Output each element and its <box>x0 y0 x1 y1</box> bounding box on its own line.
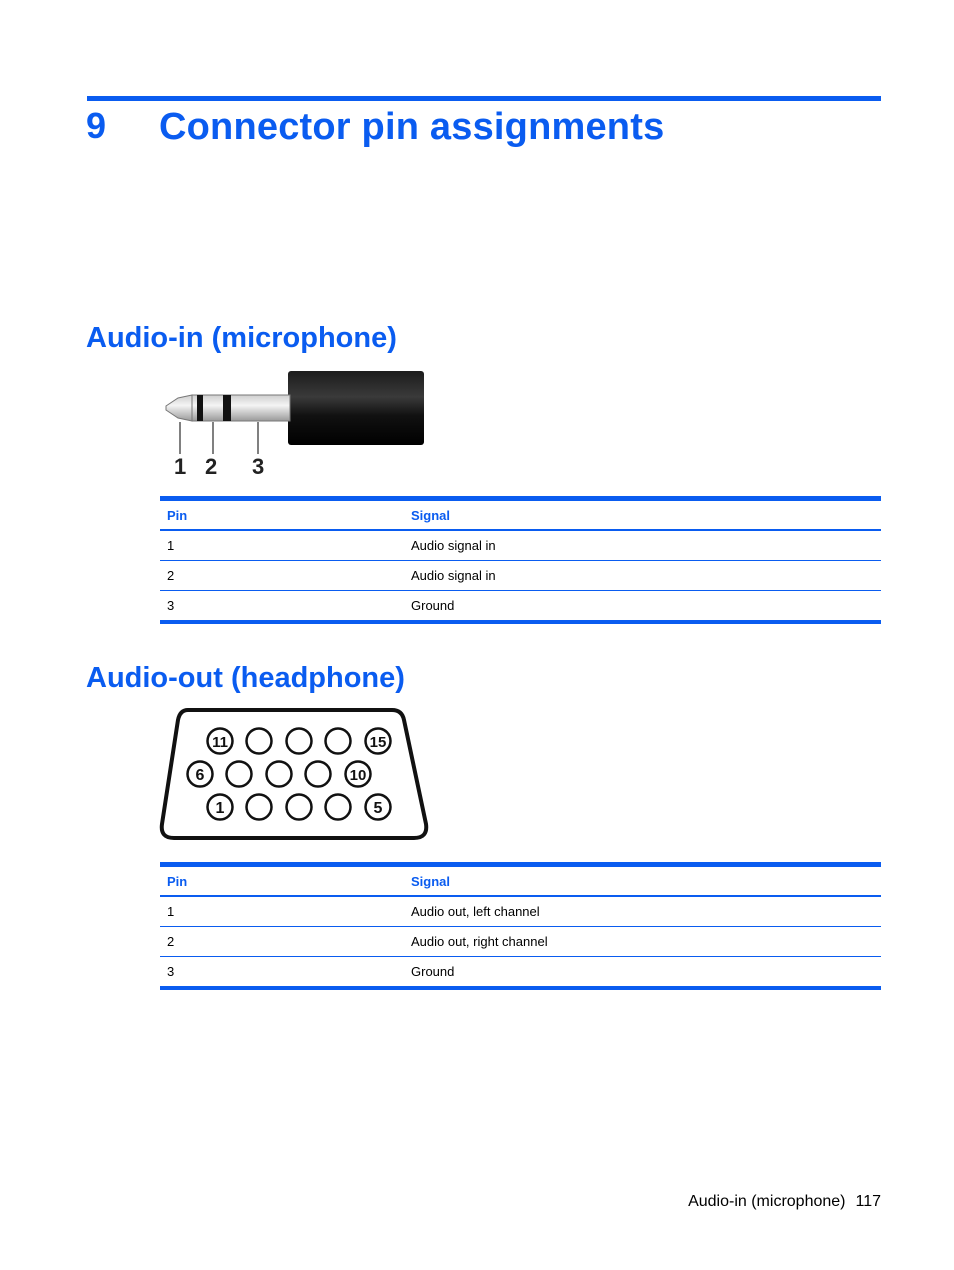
vga-label-1: 1 <box>215 800 225 817</box>
signal-cell: Audio signal in <box>404 561 881 591</box>
chapter-title: Connector pin assignments <box>159 106 665 148</box>
pin-table-audio-out <box>160 862 881 990</box>
ring-2 <box>223 395 231 421</box>
pin-4 <box>326 795 351 820</box>
table-row <box>160 591 881 623</box>
pin-cell: 2 <box>160 927 404 957</box>
vga-label-11: 11 <box>212 734 228 751</box>
table-row <box>160 896 881 927</box>
vga-label-5: 5 <box>373 800 383 817</box>
pin-table-audio-in <box>160 496 881 624</box>
chapter-number: 9 <box>86 105 107 146</box>
plug-tip <box>166 395 192 421</box>
pin-cell: 3 <box>160 957 404 989</box>
pin-8 <box>267 762 292 787</box>
table-row <box>160 927 881 957</box>
table-header-signal: Signal <box>404 865 881 897</box>
pin-13 <box>287 729 312 754</box>
table-row <box>160 561 881 591</box>
vga-label-10: 10 <box>349 767 367 784</box>
plug-sleeve <box>192 395 290 421</box>
pin-12 <box>247 729 272 754</box>
jack-label-3: 3 <box>252 454 265 479</box>
audio-jack-figure <box>158 368 430 480</box>
table-row <box>160 530 881 561</box>
audio-jack-illustration <box>158 368 430 480</box>
table-row <box>160 957 881 989</box>
plug-body <box>288 371 424 445</box>
vga-label-6: 6 <box>195 767 205 784</box>
pin-14 <box>326 729 351 754</box>
pin-2 <box>247 795 272 820</box>
page-number: 117 <box>855 1193 881 1210</box>
ring-1 <box>197 395 203 421</box>
vga-connector-illustration <box>158 706 432 844</box>
table-header-signal: Signal <box>404 499 881 531</box>
signal-cell: Audio out, right channel <box>404 927 881 957</box>
jack-label-2: 2 <box>205 454 218 479</box>
pin-cell: 3 <box>160 591 404 623</box>
jack-label-1: 1 <box>174 454 187 479</box>
pin-cell: 1 <box>160 896 404 927</box>
page-footer <box>688 1191 881 1213</box>
section-title-audio-out: Audio-out (headphone) <box>86 662 405 694</box>
pin-cell: 2 <box>160 561 404 591</box>
pin-3 <box>287 795 312 820</box>
signal-cell: Ground <box>404 957 881 989</box>
chapter-rule <box>87 96 881 101</box>
vga-label-15: 15 <box>369 734 387 751</box>
signal-cell: Ground <box>404 591 881 623</box>
pin-cell: 1 <box>160 530 404 561</box>
section-title-audio-in: Audio-in (microphone) <box>86 322 397 354</box>
vga-connector-figure <box>158 706 432 844</box>
pin-7 <box>227 762 252 787</box>
signal-cell: Audio out, left channel <box>404 896 881 927</box>
pin-9 <box>306 762 331 787</box>
table-header-pin: Pin <box>160 865 404 897</box>
signal-cell: Audio signal in <box>404 530 881 561</box>
footer-section: Audio-in (microphone) <box>688 1193 846 1210</box>
table-header-pin: Pin <box>160 499 404 531</box>
